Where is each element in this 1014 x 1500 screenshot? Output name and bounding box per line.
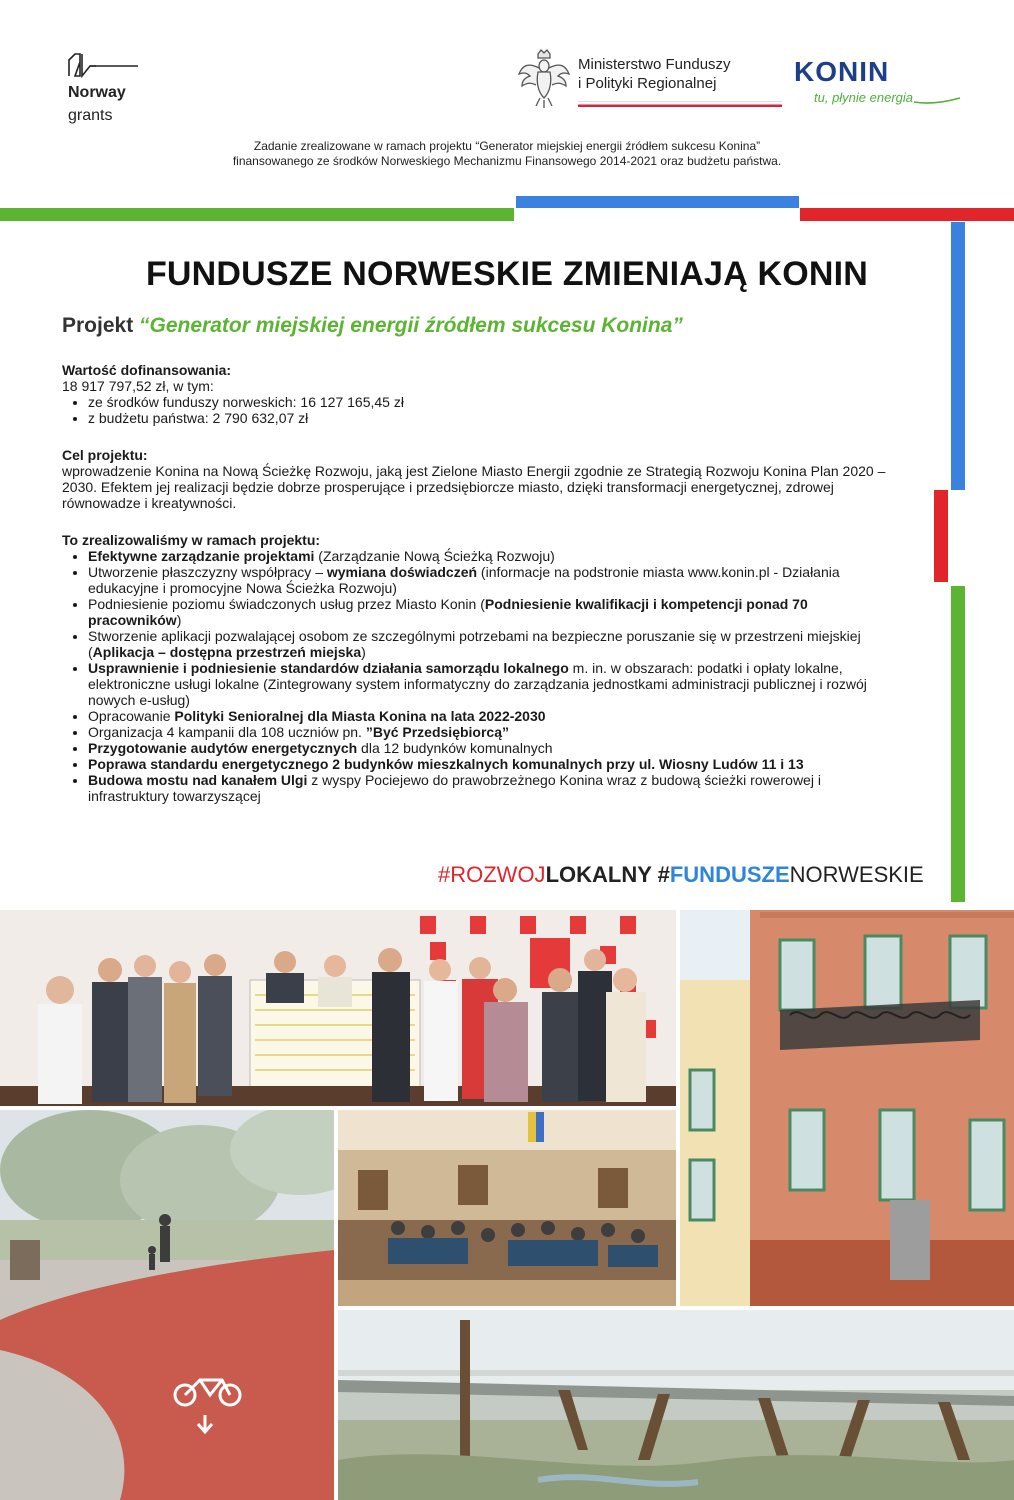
achievement-bold-text: Podniesienie kwalifikacji i kompetencji ponad 70 pracowników	[88, 596, 808, 628]
group-photo	[0, 910, 676, 1106]
norway-name: Norway	[68, 84, 126, 101]
achievement-item	[88, 564, 892, 596]
achievement-text: Organizacja 4 kampanii dla 108 uczniów pn.	[88, 724, 366, 740]
funding-item: • ze środków funduszy norweskich: 16 127 165,45 zł	[88, 394, 892, 410]
hashtag-part: NORWESKIE	[789, 862, 924, 887]
achievement-bold-text: Przygotowanie audytów energetycznych	[88, 740, 358, 756]
polish-flag-strip	[578, 101, 782, 107]
project-title: “Generator miejskiej energii źródłem sukcesu Konina”	[139, 314, 683, 337]
achievement-item	[88, 708, 892, 724]
achievement-text: Utworzenie płaszczyzny współpracy –	[88, 564, 327, 580]
achievement-bold-text: Polityki Senioralnej dla Miasta Konina na lata 2022-2030	[174, 708, 546, 724]
ministry-logo	[516, 48, 776, 112]
achievement-text: (Zarządzanie Nową Ścieżką Rozwoju)	[314, 548, 555, 564]
achievement-bold-text: Efektywne zarządzanie projektami	[88, 548, 315, 564]
hashtags	[438, 862, 924, 888]
norway-grants-logo	[68, 52, 158, 132]
building-photo	[680, 910, 1014, 1306]
ministry-name-line2: i Polityki Regionalnej	[578, 75, 717, 92]
achievement-item	[88, 548, 892, 564]
achievement-item	[88, 724, 892, 740]
achievement-item	[88, 596, 892, 628]
achievement-text: (informacje na podstronie miasta www.konin.pl - Działania edukacyjne i promocyjne Nowa Ścieżka Rozwoju)	[88, 564, 840, 596]
norway-sub: grants	[68, 107, 113, 124]
red-top-bar	[800, 208, 1014, 221]
achievement-text: Podniesienie poziomu świadczonych usług przez Miasto Konin (	[88, 596, 485, 612]
achievement-text: dla 12 budynków komunalnych	[357, 740, 553, 756]
task-note-line2: finansowanego ze środków Norweskiego Mechanizmu Finansowego 2014-2021 oraz budżetu państwa.	[232, 154, 782, 168]
achievements-list	[62, 548, 892, 804]
green-side-bar	[951, 586, 965, 902]
achievement-item	[88, 772, 892, 804]
funding-heading: Wartość dofinansowania:	[62, 362, 232, 378]
achievement-bold-text: Poprawa standardu energetycznego 2 budynków mieszkalnych komunalnych przy ul. Wiosny Ludów 11 i 13	[88, 756, 804, 772]
task-note	[0, 139, 1014, 169]
konin-logo	[794, 56, 964, 114]
achievement-item	[88, 740, 892, 756]
goal-heading: Cel projektu:	[62, 447, 148, 463]
konin-wordmark: KONIN	[794, 56, 890, 87]
blue-top-bar	[516, 196, 799, 208]
achievement-text: z wyspy Pociejewo do prawobrzeżnego Konina wraz z budową ścieżki rowerowej i infrastruktury towarzyszącej	[88, 772, 821, 804]
achievement-bold-text: Budowa mostu nad kanałem Ulgi	[88, 772, 308, 788]
funding-item: • z budżetu państwa: 2 790 632,07 zł	[88, 410, 892, 426]
funding-total: 18 917 797,52 zł, w tym:	[62, 378, 214, 394]
achievement-bold-text: Usprawnienie i podniesienie standardów działania samorządu lokalnego	[88, 660, 569, 676]
hashtag-part: #ROZWOJ	[438, 862, 546, 887]
seniors-hall-photo	[338, 1110, 676, 1306]
norway-grants-mark-icon	[68, 52, 140, 78]
achievement-text: m. in. w obszarach: podatki i opłaty lokalne, elektroniczne usługi lokalne (Zintegrowany system informatyczny do zarządzania jednostkami administracji publicznej i rozwój nowych e-usług)	[88, 660, 867, 708]
hashtag-part: LOKALNY	[545, 862, 652, 887]
achievement-text: Opracowanie	[88, 708, 175, 724]
achievement-text: )	[361, 644, 366, 660]
hashtag-part: FUNDUSZE	[669, 862, 790, 887]
project-heading	[62, 314, 683, 338]
funding-list	[62, 394, 892, 426]
achievement-item	[88, 756, 892, 772]
hashtag-part: #	[651, 862, 670, 887]
bikepath-rendering	[0, 1110, 334, 1500]
achievement-item	[88, 628, 892, 660]
goal-text: wprowadzenie Konina na Nową Ścieżkę Rozwoju, jaką jest Zielone Miasto Energii zgodnie ze Strategią Rozwoju Konina Plan 2020 – 2030. Efektem jej realizacji będzie dobrze prosperujące i przedsiębiorcze miasto, dzięki transformacji energetycznej, zdrowej równowadze i kreatywności.	[62, 463, 886, 511]
project-label: Projekt	[62, 314, 134, 337]
achievements-section	[62, 532, 892, 804]
eagle-emblem-icon	[516, 48, 572, 110]
green-top-bar	[0, 208, 514, 221]
tagline-swoosh-icon	[912, 94, 962, 106]
achievement-text: )	[176, 612, 182, 628]
achievement-text: Stworzenie aplikacji pozwalającej osobom ze szczególnymi potrzebami na bezpieczne poruszanie się w przestrzeni miejskiej (	[88, 628, 861, 660]
achievement-bold-text: ”Być Przedsiębiorcą”	[365, 724, 509, 740]
task-note-line1: Zadanie zrealizowane w ramach projektu “Generator miejskiej energii źródłem sukcesu Konina”	[253, 139, 761, 153]
funding-section	[62, 362, 892, 426]
goal-section	[62, 447, 892, 511]
konin-tagline: tu, płynie energia	[814, 90, 914, 105]
achievements-heading: To zrealizowaliśmy w ramach projektu:	[62, 532, 321, 548]
achievement-item	[88, 660, 892, 708]
main-title: FUNDUSZE NORWESKIE ZMIENIAJĄ KONIN	[145, 255, 869, 293]
red-side-bar	[934, 490, 948, 582]
achievement-bold-text: Aplikacja – dostępna przestrzeń miejska	[92, 644, 362, 660]
ministry-name-line1: Ministerstwo Funduszy	[578, 56, 731, 73]
achievement-bold-text: wymiana doświadczeń	[326, 564, 478, 580]
bridge-rendering	[338, 1310, 1014, 1500]
